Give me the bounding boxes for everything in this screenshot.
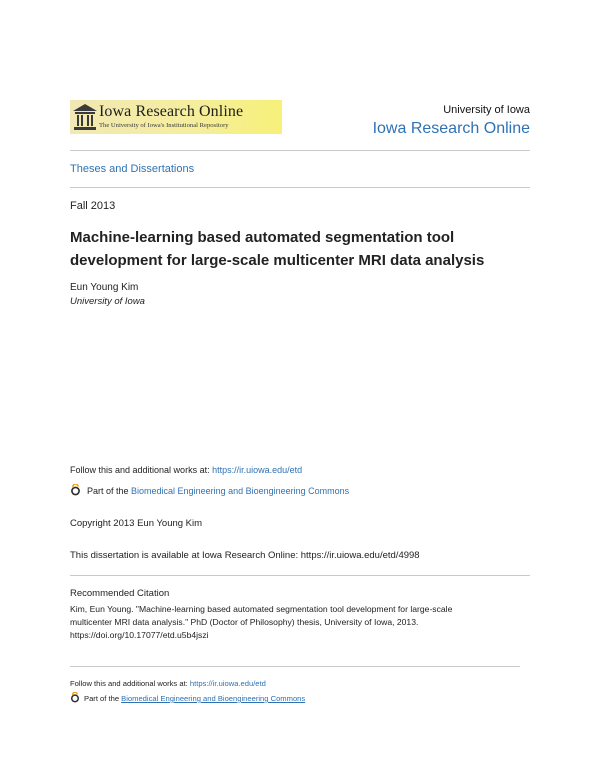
divider [70, 150, 530, 151]
divider [70, 575, 530, 576]
part-of-prefix: Part of the [87, 486, 132, 496]
collection-link[interactable]: Theses and Dissertations [70, 163, 195, 175]
copyright: Copyright 2013 Eun Young Kim [70, 518, 203, 529]
logo-subtitle: The University of Iowa's Institutional Repository [99, 122, 229, 129]
footer-part-of-prefix: Part of the [84, 694, 122, 703]
follow-line [70, 465, 302, 475]
logo-title: Iowa Research Online [99, 103, 244, 120]
footer-follow-link[interactable]: https://ir.uiowa.edu/etd [189, 679, 266, 688]
divider [70, 187, 530, 188]
commons-link[interactable]: Biomedical Engineering and Bioengineering Commons [131, 486, 350, 496]
divider [70, 666, 520, 667]
footer-follow-line [70, 679, 266, 688]
university-name: University of Iowa [443, 104, 530, 116]
author-name: Eun Young Kim [70, 282, 139, 293]
footer-commons-link[interactable]: Biomedical Engineering and Bioengineering Commons [121, 694, 306, 703]
footer-part-of-line [84, 694, 305, 703]
building-icon [72, 103, 98, 131]
follow-prefix: Follow this and additional works at: [70, 465, 213, 475]
document-title-line-1: Machine-learning based automated segmentation tool [70, 229, 455, 246]
follow-link[interactable]: https://ir.uiowa.edu/etd [212, 465, 303, 475]
citation-line-1: Kim, Eun Young. "Machine-learning based automated segmentation tool development for large-scale [70, 604, 453, 614]
open-access-icon [70, 484, 81, 496]
part-of-line [87, 486, 349, 496]
open-access-icon [70, 692, 80, 703]
citation-heading: Recommended Citation [70, 588, 170, 599]
citation-doi-link[interactable]: https://doi.org/10.17077/etd.u5b4jszi [70, 630, 209, 640]
publication-date: Fall 2013 [70, 200, 116, 212]
iowa-research-online-logo[interactable] [70, 100, 282, 134]
footer-follow-prefix: Follow this and additional works at: [70, 679, 190, 688]
document-title-line-2: development for large-scale multicenter MRI data analysis [70, 252, 485, 269]
citation-line-2: multicenter MRI data analysis." PhD (Doctor of Philosophy) thesis, University of Iowa, 2013. [70, 617, 419, 627]
repository-name[interactable]: Iowa Research Online [372, 120, 530, 137]
availability-statement: This dissertation is available at Iowa Research Online: https://ir.uiowa.edu/etd/4998 [70, 550, 420, 561]
author-affiliation: University of Iowa [70, 296, 145, 307]
